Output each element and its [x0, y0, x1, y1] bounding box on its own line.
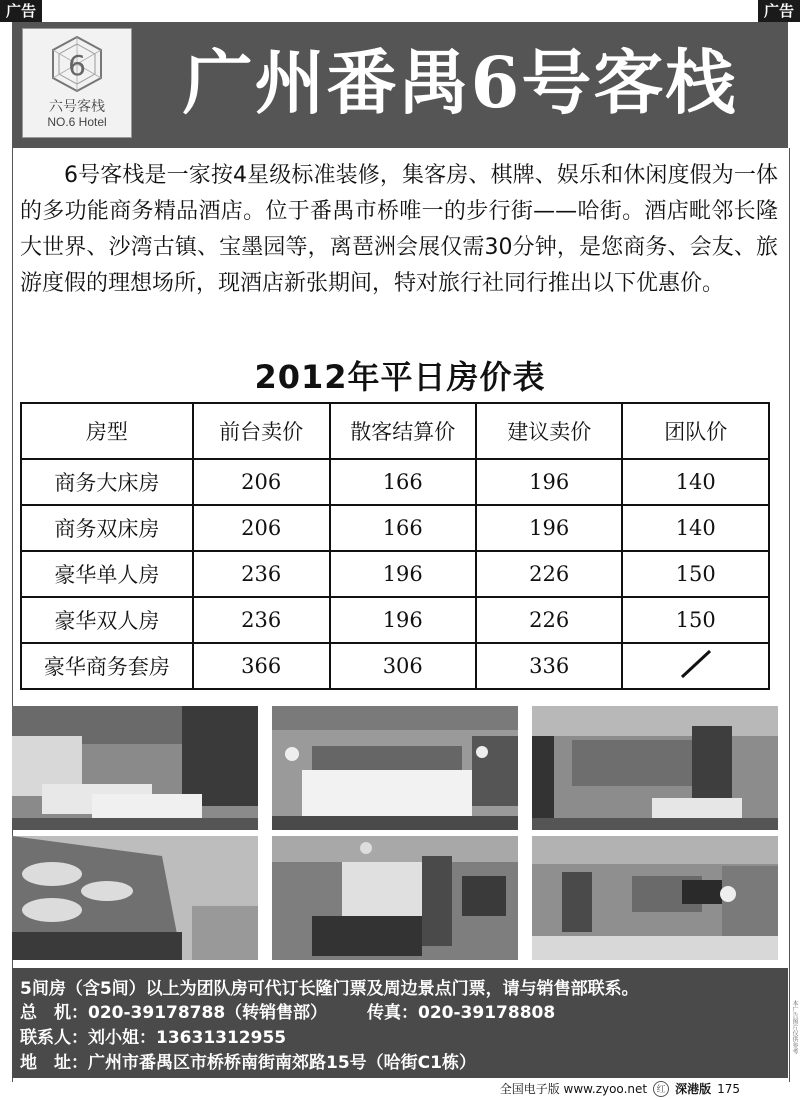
price-cell: 336 — [476, 643, 622, 689]
address-line — [20, 1048, 476, 1073]
price-cell: 196 — [330, 597, 476, 643]
photo-room-twin — [12, 706, 258, 830]
svg-text:6: 6 — [68, 49, 86, 82]
price-cell: 206 — [193, 505, 330, 551]
table-row — [21, 597, 769, 643]
page-footer — [500, 1080, 740, 1097]
address-text: 广州市番禺区市桥桥南街南郊路15号（哈街C1栋） — [88, 1053, 476, 1073]
photo-suite — [532, 836, 778, 960]
page-number: 175 — [717, 1081, 740, 1096]
photo-room-bath — [532, 706, 778, 830]
price-cell: 306 — [330, 643, 476, 689]
contact-label: 联系人： — [20, 1028, 88, 1048]
room-type-cell: 商务双床房 — [21, 505, 193, 551]
col-header-group-price: 团队价 — [622, 403, 769, 459]
price-cell: 236 — [193, 597, 330, 643]
table-row — [21, 505, 769, 551]
room-type-cell: 豪华商务套房 — [21, 643, 193, 689]
price-table-header-row — [21, 403, 769, 459]
contact-line — [20, 1023, 286, 1048]
col-header-walkin-settlement-price: 散客结算价 — [330, 403, 476, 459]
slash-icon — [676, 647, 716, 681]
not-applicable-cell — [622, 643, 769, 689]
room-type-cell: 豪华单人房 — [21, 551, 193, 597]
price-cell: 140 — [622, 459, 769, 505]
price-cell: 206 — [193, 459, 330, 505]
price-cell: 166 — [330, 459, 476, 505]
price-cell: 236 — [193, 551, 330, 597]
photo-lobby-lounge — [272, 836, 518, 960]
red-circle-icon: 红 — [653, 1081, 669, 1097]
logo-name-en: NO.6 Hotel — [47, 115, 107, 129]
phone-fax-line — [20, 998, 555, 1023]
price-cell: 196 — [476, 505, 622, 551]
intro-paragraph: 6号客栈是一家按4星级标准装修，集客房、棋牌、娱乐和休闲度假为一体的多功能商务精品酒店。位于番禺市桥唯一的步行街——哈街。酒店毗邻长隆大世界、沙湾古镇、宝墨园等，离琶洲会展仅需30分钟，是您商务、会友、旅游度假的理想场所，现酒店新张期间，特对旅行社同行推出以下优惠价。 — [20, 163, 778, 296]
price-cell: 226 — [476, 551, 622, 597]
contact-person: 刘小姐：13631312955 — [88, 1028, 287, 1048]
col-header-front-desk-price: 前台卖价 — [193, 403, 330, 459]
fax-label: 传真： — [367, 1003, 419, 1023]
hotel-logo — [22, 28, 132, 138]
header-banner — [12, 22, 788, 148]
hotel-title: 广州番禺6号客栈 — [182, 41, 738, 124]
room-type-cell: 豪华双人房 — [21, 597, 193, 643]
table-row — [21, 459, 769, 505]
photo-gallery — [12, 706, 778, 962]
price-cell: 366 — [193, 643, 330, 689]
table-row — [21, 551, 769, 597]
price-table-title: 2012年平日房价表 — [254, 358, 546, 396]
group-booking-note: 5间房（含5间）以上为团队房可代订长隆门票及周边景点门票，请与销售部联系。 — [20, 979, 639, 999]
contact-info-panel — [12, 968, 788, 1078]
price-cell: 196 — [330, 551, 476, 597]
address-label: 地 址： — [20, 1053, 88, 1073]
price-table — [20, 402, 770, 690]
photo-building-exterior — [12, 836, 258, 960]
col-header-suggested-price: 建议卖价 — [476, 403, 622, 459]
phone-number: 020-39178788（转销售部） — [88, 1003, 328, 1023]
price-cell: 140 — [622, 505, 769, 551]
price-cell: 196 — [476, 459, 622, 505]
price-cell: 226 — [476, 597, 622, 643]
phone-label: 总 机： — [20, 1003, 88, 1023]
fax-number: 020-39178808 — [418, 1003, 556, 1023]
col-header-room-type: 房型 — [21, 403, 193, 459]
logo-name-cn: 六号客栈 — [49, 99, 105, 115]
side-disclaimer: 本广告图片仅供参考 — [791, 1000, 798, 1054]
price-cell: 166 — [330, 505, 476, 551]
ad-label-right: 广告 — [758, 0, 800, 22]
hexagon-logo-icon — [50, 35, 104, 93]
room-type-cell: 商务大床房 — [21, 459, 193, 505]
photo-room-king — [272, 706, 518, 830]
price-cell: 150 — [622, 551, 769, 597]
site-url: 全国电子版 www.zyoo.net — [499, 1082, 648, 1096]
table-row — [21, 643, 769, 689]
edition-label: 深港版 — [675, 1082, 712, 1096]
ad-label-left: 广告 — [0, 0, 42, 22]
price-cell: 150 — [622, 597, 769, 643]
